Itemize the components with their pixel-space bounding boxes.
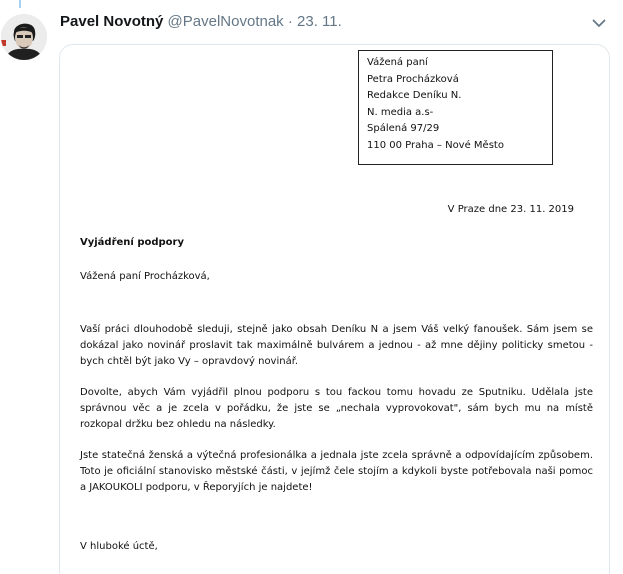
letter-paragraph: Vaší práci dlouhodobě sleduji, stejně jako obsah Deníku N a jsem Váš velký fanoušek. Sám jsem se dokázal jako novinář proslavit tak maximálně bulvárem a jednou - až mne dějiny politicky smetou - bych chtěl být jako Vy – opravdový novinář. [80,324,593,367]
tweet-image[interactable] [59,44,610,574]
letter-document [60,45,609,574]
letter-paragraph: Dovolte, abych Vám vyjádřil plnou podporu s tou fackou tomu hovadu ze Sputniku. Udělala jste správnou věc a je zcela v pořádku, že jste se „nechala vyprovokovat", sám bych mu na místě rozkopal držku bez ohledu na následky. [80,387,593,430]
display-name[interactable]: Pavel Novotný [60,13,164,30]
letter-subject: Vyjádření podpory [80,237,184,248]
place-date: V Praze dne 23. 11. 2019 [447,204,574,215]
address-line: Spálená 97/29 [367,123,440,134]
tweet-date[interactable]: 23. 11. [297,13,342,30]
address-line: Redakce Deníku N. [367,90,462,101]
thread-line [19,0,21,8]
address-line: N. media a.s- [367,106,434,118]
address-box [358,50,553,165]
address-line: Vážená paní [367,57,428,68]
avatar-portrait [1,14,47,60]
letter-paragraph: Jste statečná ženská a výtečná profesionálka a jednala jste zcela správně a odpovídajícím způsobem. Toto je oficiální stanovisko městské části, v jejímž čele stojím a kdykoli byste potřebovala naši pomoc a JAKOUKOLI podporu, v Řeporyjích je najdete! [80,450,593,493]
address-line: 110 00 Praha – Nové Město [367,139,504,151]
tweet-header [60,12,342,32]
chevron-down-icon[interactable] [590,14,608,32]
user-handle[interactable]: @PavelNovotnak [167,13,284,30]
letter-salutation: Vážená paní Procházková, [80,271,210,282]
letter-closing: V hluboké úctě, [80,541,158,552]
address-line: Petra Procházková [367,73,459,85]
separator-dot: · [287,13,293,30]
avatar[interactable] [1,14,47,60]
